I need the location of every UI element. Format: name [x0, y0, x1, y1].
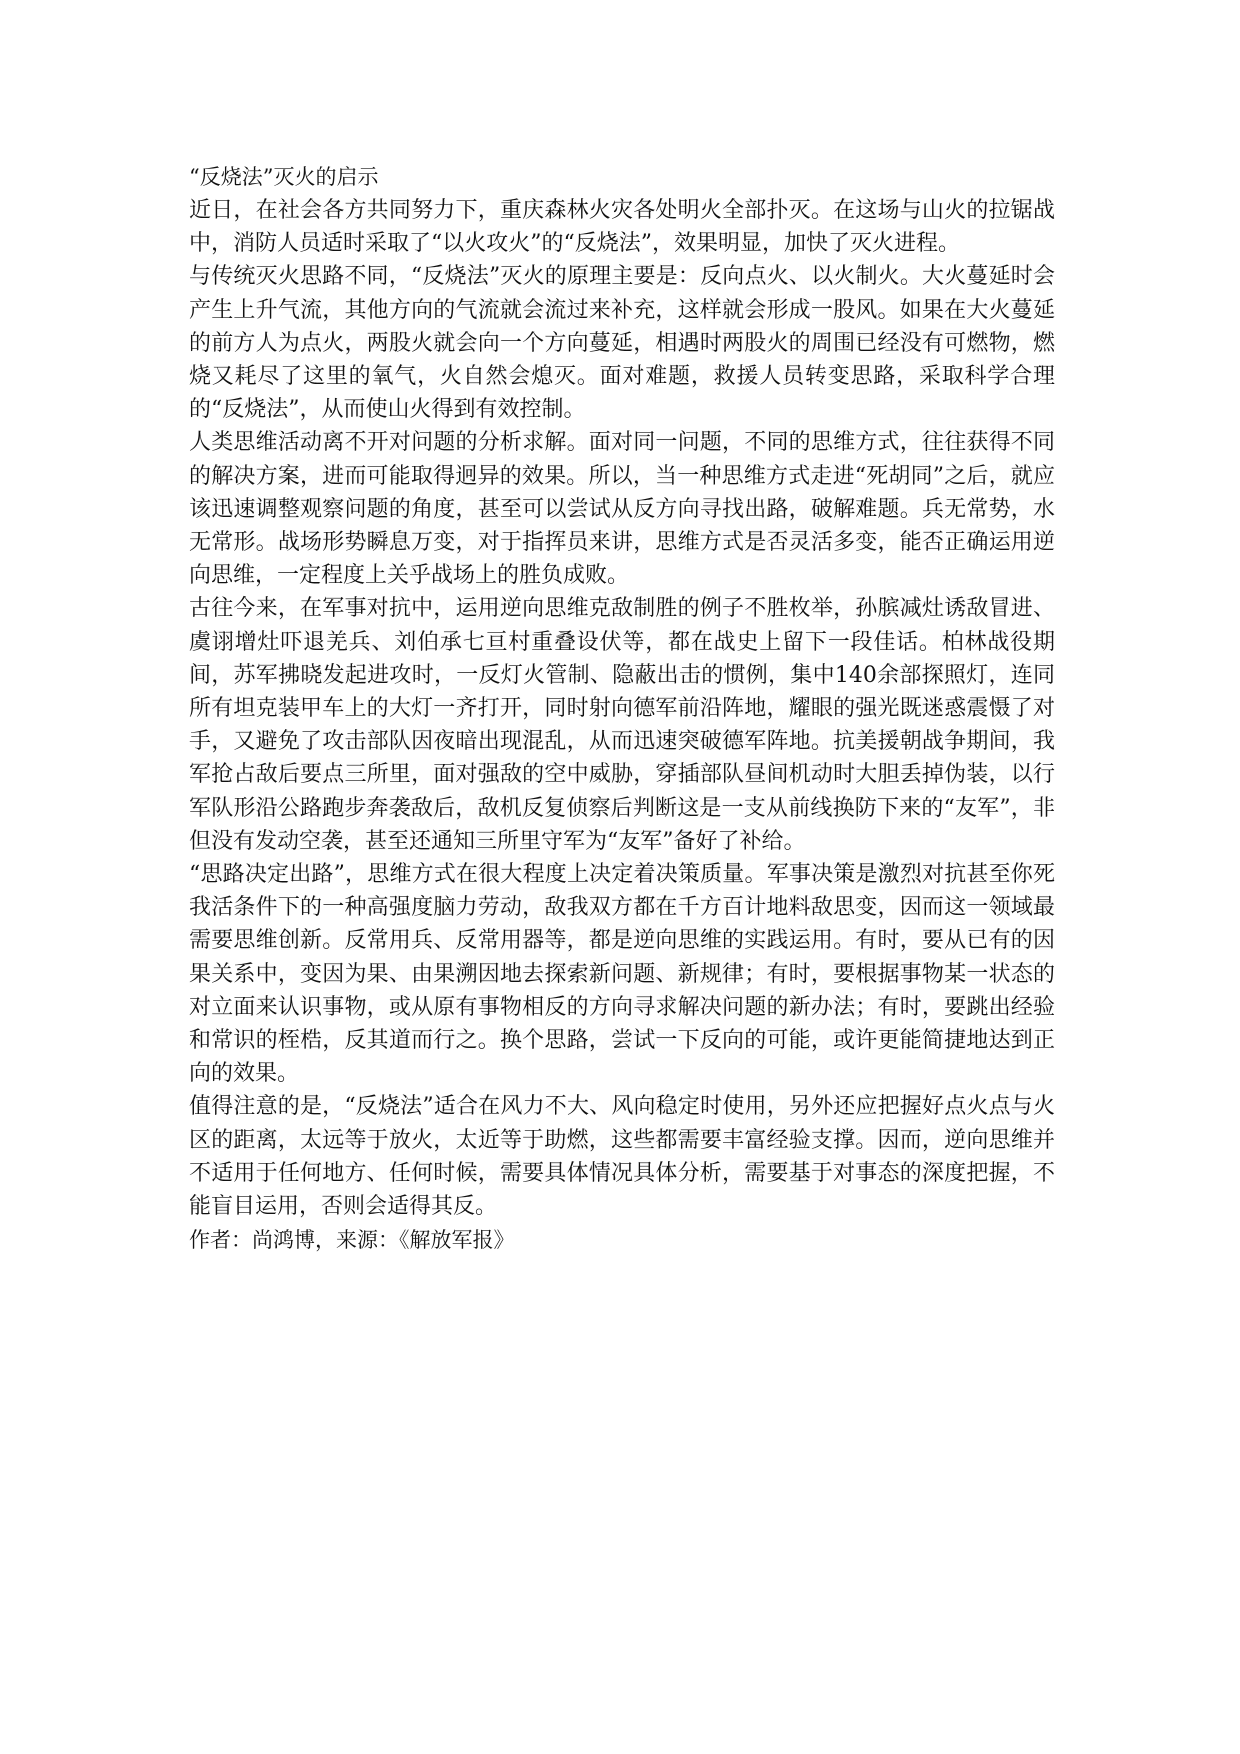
- paragraph: 近日，在社会各方共同努力下，重庆森林火灾各处明火全部扑灭。在这场与山火的拉锯战中，消防人员适时采取了“以火攻火”的“反烧法”，效果明显，加快了灭火进程。: [189, 198, 1055, 257]
- article: [189, 160, 1055, 1257]
- paragraph: 人类思维活动离不开对问题的分析求解。面对同一问题，不同的思维方式，往往获得不同的解决方案，进而可能取得迥异的效果。所以，当一种思维方式走进“死胡同”之后，就应该迅速调整观察问题的角度，甚至可以尝试从反方向寻找出路，破解难题。兵无常势，水无常形。战场形势瞬息万变，对于指挥员来讲，思维方式是否灵活多变，能否正确运用逆向思维，一定程度上关乎战场上的胜负成败。: [189, 430, 1055, 589]
- paragraph: 值得注意的是，“反烧法”适合在风力不大、风向稳定时使用，另外还应把握好点火点与火区的距离，太远等于放火，太近等于助燃，这些都需要丰富经验支撑。因而，逆向思维并不适用于任何地方、任何时候，需要具体情况具体分析，需要基于对事态的深度把握，不能盲目运用，否则会适得其反。: [189, 1094, 1055, 1220]
- paragraph: “思路决定出路”，思维方式在很大程度上决定着决策质量。军事决策是激烈对抗甚至你死我活条件下的一种高强度脑力劳动，敌我双方都在千方百计地料敌思变，因而这一领域最需要思维创新。反常用兵、反常用器等，都是逆向思维的实践运用。有时，要从已有的因果关系中，变因为果、由果溯因地去探索新问题、新规律；有时，要根据事物某一状态的对立面来认识事物，或从原有事物相反的方向寻求解决问题的新办法；有时，要跳出经验和常识的桎梏，反其道而行之。换个思路，尝试一下反向的可能，或许更能简捷地达到正向的效果。: [189, 862, 1055, 1087]
- paragraph: 古往今来，在军事对抗中，运用逆向思维克敌制胜的例子不胜枚举，孙膑减灶诱敌冒进、虞诩增灶吓退羌兵、刘伯承七亘村重叠设伏等，都在战史上留下一段佳话。柏林战役期间，苏军拂晓发起进攻时，一反灯火管制、隐蔽出击的惯例，集中140余部探照灯，连同所有坦克装甲车上的大灯一齐打开，同时射向德军前沿阵地，耀眼的强光既迷惑震慑了对手，又避免了攻击部队因夜暗出现混乱，从而迅速突破德军阵地。抗美援朝战争期间，我军抢占敌后要点三所里，面对强敌的空中威胁，穿插部队昼间机动时大胆丢掉伪装，以行军队形沿公路跑步奔袭敌后，敌机反复侦察后判断这是一支从前线换防下来的“友军”，非但没有发动空袭，甚至还通知三所里守军为“友军”备好了补给。: [189, 596, 1055, 854]
- paragraph: 与传统灭火思路不同，“反烧法”灭火的原理主要是：反向点火、以火制火。大火蔓延时会产生上升气流，其他方向的气流就会流过来补充，这样就会形成一股风。如果在大火蔓延的前方人为点火，两股火就会向一个方向蔓延，相遇时两股火的周围已经没有可燃物，燃烧又耗尽了这里的氧气，火自然会熄灭。面对难题，救援人员转变思路，采取科学合理的“反烧法”，从而使山火得到有效控制。: [189, 264, 1055, 423]
- byline: 作者：尚鸿博，来源：《解放军报》: [189, 1228, 515, 1253]
- article-title: “反烧法”灭火的启示: [189, 165, 379, 189]
